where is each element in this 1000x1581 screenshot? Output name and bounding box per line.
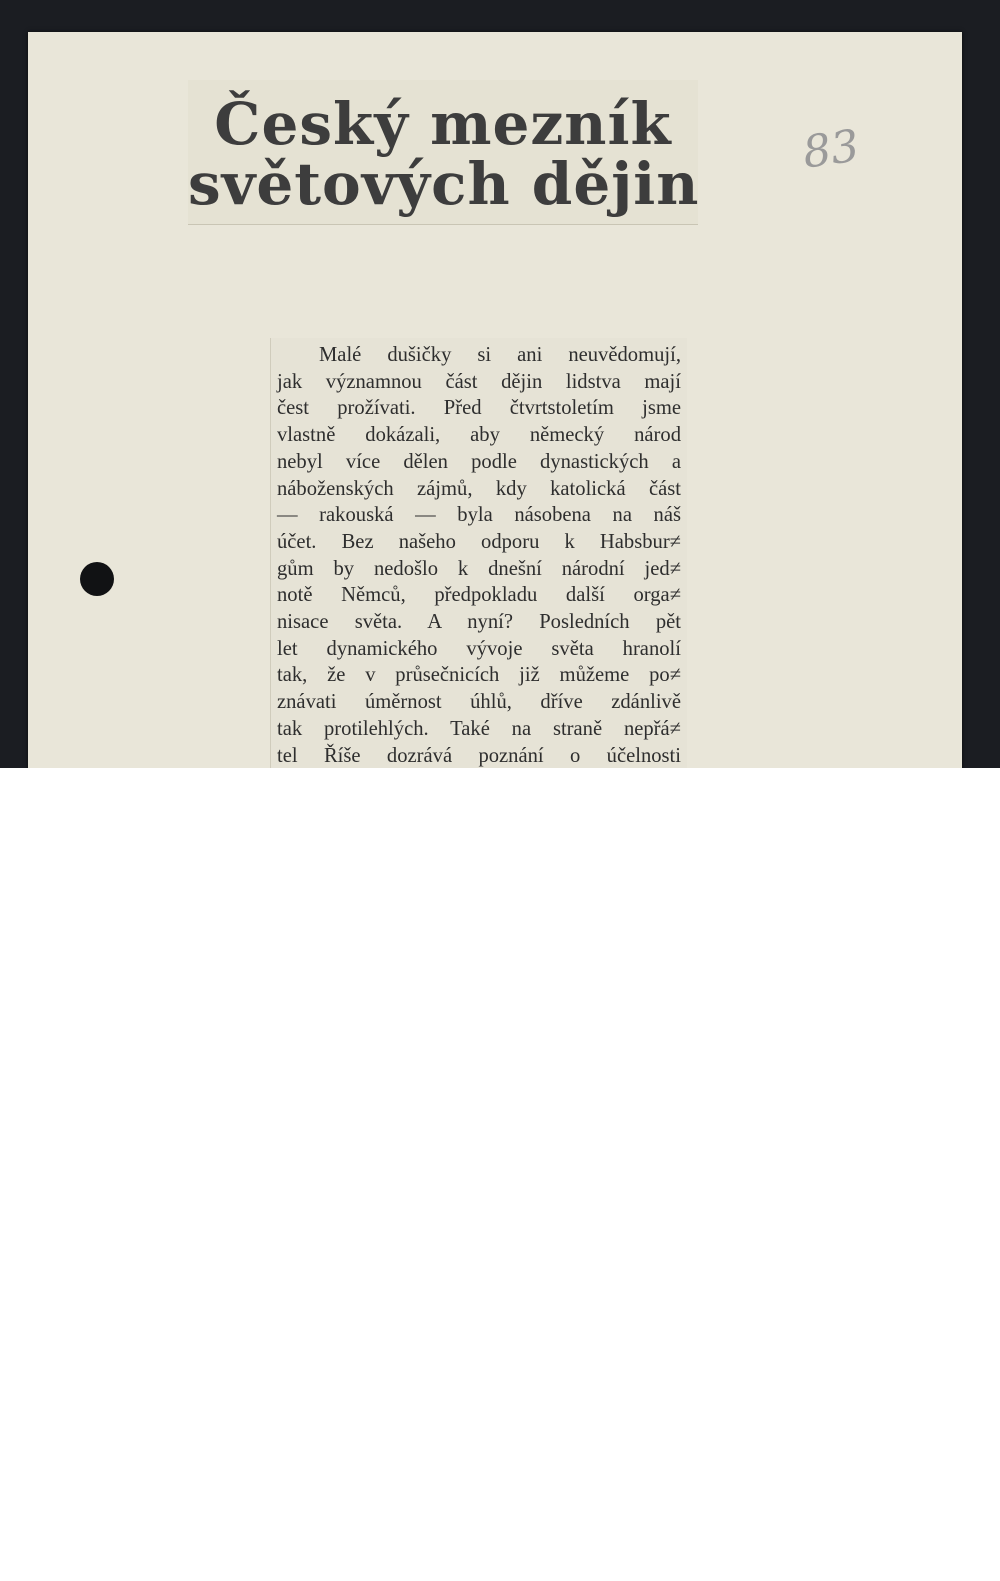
headline-clipping bbox=[188, 80, 698, 225]
article-line: notě Němců, předpokladu další orga≠ bbox=[277, 584, 681, 607]
article-line: — rakouská — byla násobena na náš bbox=[277, 504, 681, 527]
headline-line-1: Český mezník bbox=[214, 90, 672, 158]
article-line: tak protilehlých. Také na straně nepřá≠ bbox=[277, 717, 681, 740]
headline-line-2: světových dějin bbox=[188, 150, 700, 218]
scanned-page bbox=[0, 0, 1000, 768]
article-line: let dynamického vývoje světa hranolí bbox=[277, 637, 681, 660]
article-line: jak významnou část dějin lidstva mají bbox=[277, 370, 681, 393]
article-line: tel Říše dozrává poznání o účelnosti bbox=[277, 744, 681, 767]
handwritten-page-number: 83 bbox=[799, 120, 863, 179]
article-line: gům by nedošlo k dnešní národní jed≠ bbox=[277, 557, 681, 580]
article-clipping bbox=[270, 338, 687, 768]
article-line: nebyl více dělen podle dynastických a bbox=[277, 450, 681, 473]
article-line: čest prožívati. Před čtvrtstoletím jsme bbox=[277, 397, 681, 420]
paper-sheet bbox=[28, 32, 962, 768]
article-line: znávati úměrnost úhlů, dříve zdánlivě bbox=[277, 691, 681, 714]
article-line: Malé dušičky si ani neuvědomují, bbox=[319, 344, 681, 366]
article-line: účet. Bez našeho odporu k Habsbur≠ bbox=[277, 530, 681, 553]
article-line: nisace světa. A nyní? Posledních pět bbox=[277, 611, 681, 634]
article-body bbox=[271, 338, 687, 768]
article-line: náboženských zájmů, kdy katolická část bbox=[277, 477, 681, 500]
punch-hole bbox=[80, 562, 114, 596]
article-line: vlastně dokázali, aby německý národ bbox=[277, 424, 681, 447]
article-line: tak, že v průsečnicích již můžeme po≠ bbox=[277, 664, 681, 687]
